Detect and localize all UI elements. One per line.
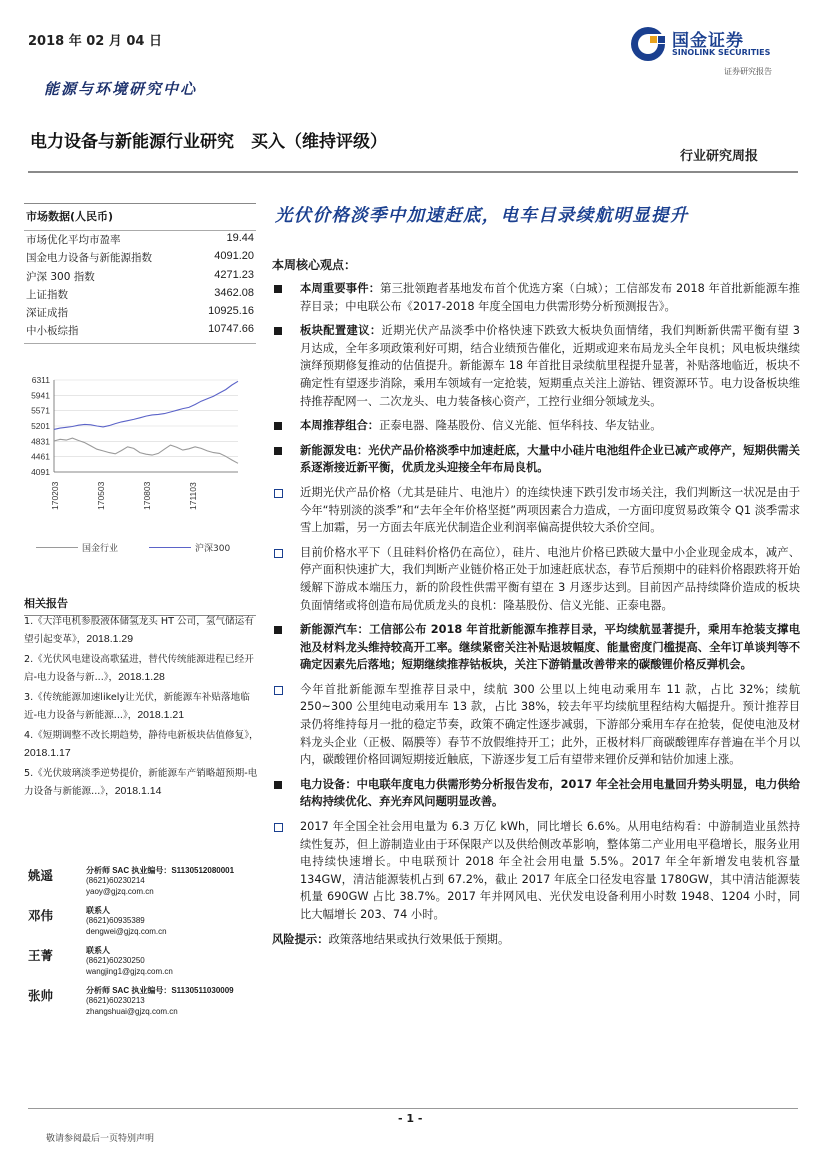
risk-label: 风险提示： (272, 932, 329, 946)
bullet-text: 2017 年全国全社会用电量为 6.3 万亿 kWh，同比增长 6.6%。从用电结构看：中游制造业虽然持续性复苏，但上游制造业由于环保限产以及供给侧改革影响，整体第二产业用电平稳增长，服务业用电持续快速增长。中电联预计 2018 年全社会用电量 5.5%。2017 年全年新增发电装机容量 134GW，清洁能源装机占到 67.2%，截止 2017 年底全口径发电容量 1780GW，其中清洁能源装机量 690GW 占比 38.7%。2017 年并网风电、光伏发电设备利用小时数 1948、1204 小时，同比大幅增长 203、74 小时。 (300, 820, 800, 921)
chart-ytick-label: 6311 (31, 375, 50, 385)
analyst-contact (86, 986, 234, 1017)
header-divider (28, 171, 798, 173)
sinolink-logo (628, 22, 788, 82)
chart-series-line-industry (54, 438, 238, 463)
market-row-label: 中小板综指 (26, 325, 79, 338)
report-type: 行业研究周报 (680, 149, 759, 164)
bullet-lead: 电力设备： (300, 777, 357, 791)
market-row-label: 沪深 300 指数 (26, 270, 95, 283)
market-row-label: 上证指数 (26, 288, 68, 301)
related-report-item[interactable] (24, 690, 262, 724)
index-chart-svg (24, 370, 256, 540)
analyst-email-link[interactable]: wangjing1@gjzq.com.cn (86, 966, 173, 976)
bullet-text: 正泰电器、隆基股份、信义光能、恒华科技、华友钴业。 (379, 419, 662, 433)
section-title: 本周核心观点： (272, 258, 357, 272)
related-report-date: 2018.1.29 (86, 632, 134, 645)
related-report-item[interactable] (24, 614, 262, 648)
related-report-date: 2018.1.28 (118, 670, 165, 683)
bullet-item (272, 322, 800, 410)
legend-label-hs300: 沪深300 (195, 544, 231, 554)
bullet-item (272, 776, 800, 811)
chart-ytick-label: 5201 (31, 421, 50, 431)
chart-xtick-label: 170203 (50, 481, 60, 510)
chart-ytick-label: 4461 (31, 451, 50, 462)
research-center: 能源与环境研究中心 (44, 80, 198, 98)
related-report-title: 3.《传统能源加速likely让光伏，新能源车补贴落地临近-电力设备与新能源...》， (24, 692, 250, 721)
market-row-value: 3462.08 (214, 286, 254, 299)
risk-warning (272, 931, 800, 947)
market-row-value: 4091.20 (214, 250, 254, 263)
market-row (24, 304, 256, 322)
bullet-item (272, 621, 800, 674)
bullet-text: 目前价格水平下（且硅料价格仍在高位），硅片、电池片价格已跌破大量中小企业现金成本，减产、停产面积快速扩大，我们判断产业链价格正处于加速赶底状态，春节后预期中的硅料价格跟跌将开始缓解下游成本端压力，新的阶段性供需平衡有望在 3 月逐步达到。目前因产品持续降价造成的板块负面情绪或将创造布局优质龙头的良机：隆基股份、信义光能、正泰电器。 (300, 545, 800, 612)
market-row-label: 国金电力设备与新能源指数 (26, 252, 152, 265)
analyst-email-link[interactable]: zhangshuai@gjzq.com.cn (86, 1006, 178, 1016)
legend-item-hs300 (149, 541, 230, 554)
analyst-info-line: 联系人 (86, 946, 110, 955)
analyst-info-line: (8621)60230250 (86, 956, 145, 966)
industry-rating: 电力设备与新能源行业研究 买入（维持评级） (30, 132, 387, 152)
related-report-item[interactable] (24, 652, 262, 686)
chart-ytick-label: 4831 (31, 436, 50, 447)
bullet-item (272, 280, 800, 315)
main-content (272, 256, 800, 947)
related-report-title: 5.《光伏玻璃淡季逆势提价，新能源车产销略超预期-电力设备与新能源...》， (24, 768, 258, 797)
analyst-list (24, 866, 264, 1026)
chart-xtick-label: 170803 (142, 481, 152, 510)
bullet-lead: 新能源汽车： (300, 623, 370, 637)
bullet-item (272, 681, 800, 769)
related-report-date: 2018.1.17 (24, 746, 71, 759)
market-row-value: 19.44 (226, 232, 254, 244)
chart-xtick-label: 171103 (188, 482, 198, 510)
legend-item-industry (36, 541, 118, 554)
report-headline: 光伏价格淡季中加速赶底，电车目录续航明显提升 (275, 206, 689, 226)
bullet-item (272, 544, 800, 614)
market-data-panel (24, 203, 256, 344)
analyst-info-line: 分析师 SAC 执业编号：S1130512080001 (86, 866, 235, 875)
market-row-value: 10925.16 (208, 305, 254, 318)
chart-ytick-label: 5941 (31, 390, 50, 401)
market-row-value: 10747.66 (208, 323, 254, 336)
related-report-date: 2018.1.21 (137, 708, 185, 721)
chart-xtick-label: 170503 (96, 481, 106, 510)
analyst-info-line: (8621)60935389 (86, 916, 145, 926)
index-chart (24, 370, 256, 560)
market-row (24, 249, 256, 267)
analyst-name: 王菁 (28, 948, 54, 963)
market-row (24, 286, 256, 304)
chart-ytick-label: 4091 (31, 467, 50, 477)
analyst-block (24, 906, 264, 946)
related-reports-list (24, 614, 262, 804)
analyst-contact (86, 906, 167, 937)
bullet-item (272, 442, 800, 477)
bullet-text: 第三批领跑者基地发布首个优选方案（白城）；工信部发布 2018 年首批新能源车推荐目录；中电联公布《2017-2018 年度全国电力供需形势分析预测报告》。 (300, 282, 800, 313)
logo-en-text: SINOLINK SECURITIES (672, 48, 771, 57)
market-row (24, 231, 256, 249)
analyst-info-line: 联系人 (86, 906, 110, 915)
bullet-list (272, 280, 800, 924)
bullet-item (272, 818, 800, 924)
market-row (24, 268, 256, 286)
logo-cn-text: 国金证券 (672, 31, 744, 51)
analyst-block (24, 986, 264, 1026)
bullet-item (272, 417, 800, 435)
analyst-email-link[interactable]: dengwei@gjzq.com.cn (86, 926, 167, 936)
related-reports-title: 相关报告 (24, 595, 256, 616)
analyst-name: 姚遥 (28, 868, 54, 883)
chart-series-line-hs300 (54, 381, 238, 429)
logo-mark-icon (630, 26, 666, 62)
footer-divider (28, 1108, 798, 1109)
market-row-label: 深证成指 (26, 307, 68, 320)
analyst-info-line: (8621)60230213 (86, 996, 145, 1006)
report-date: 2018 年 02 月 04 日 (28, 34, 162, 49)
bullet-text: 近期光伏产品淡季中价格快速下跌致大板块负面情绪，我们判断新供需平衡有望 3 月达成，全年多项政策利好可期，结合业绩预告催化，近期或迎来布局龙头全年良机；风电板块继续演绎预期修复推动的估值提升。新能源车 18 年首批目录续航里程提升显著，补贴落地临近，板块不确定性有望逐步消除，乘用车领域有一定抢装，短期重点关注上游钴、锂资源环节。电力设备板块维持推荐配网一、二次龙头、电力装备核心资产，工控行业细分领域龙头。 (300, 324, 800, 408)
market-row (24, 322, 256, 340)
legend-label-industry: 国金行业 (82, 544, 119, 554)
bullet-text: 近期光伏产品价格（尤其是硅片、电池片）的连续快速下跌引发市场关注，我们判断这一状况是由于今年“特别淡的淡季”和“去年全年价格坚挺”两项因素合力造成，一方面印度贸易政策令 Q1 淡季需求雪上加霜，另一方面去年底光伏制造企业利润率偏高提供较大杀价空间。 (300, 485, 800, 535)
risk-text: 政策落地结果或执行效果低于预期。 (328, 932, 510, 946)
related-report-item[interactable] (24, 728, 262, 762)
bullet-text: 中电联年度电力供需形势分析报告发布，2017 年全社会用电量回升势头明显，电力供给结构持续优化、弃光弃风问题明显改善。 (300, 777, 800, 809)
analyst-info-line: 分析师 SAC 执业编号：S1130511030009 (86, 986, 234, 995)
bullet-lead: 新能源发电： (300, 443, 369, 457)
legend-swatch-hs300 (149, 547, 191, 548)
related-report-title: 4.《短期调整不改长期趋势，静待电新板块估值修复》， (24, 730, 259, 741)
bullet-text: 光伏产品价格淡季中加速赶底，大量中小硅片电池组件企业已减产或停产，短期供需关系逐渐接近新平衡，优质龙头迎接全年布局良机。 (300, 443, 800, 475)
related-report-item[interactable] (24, 766, 262, 800)
page-number: - 1 - (398, 1112, 423, 1125)
bullet-item (272, 484, 800, 537)
bullet-text: 工信部公布 2018 年首批新能源车推荐目录，平均续航显著提升，乘用车抢装支撑电池及材料龙头维持较高开工率。继续紧密关注补贴退坡幅度、能量密度门槛提高、全年订单谈判等不确定因素先后落地；短期继续推荐钴板块，关注下游销量改善带来的碳酸锂价格反弹机会。 (300, 623, 800, 672)
market-row-value: 4271.23 (214, 268, 254, 281)
bullet-text: 今年首批新能源车型推荐目录中，续航 300 公里以上纯电动乘用车 11 款，占比 32%；续航 250~300 公里纯电动乘用车 13 款，占比 38%，较去年平均续航里程结构大幅提升。预计推荐目录仍将维持每月一批的稳定节奏，政策不确定性逐步减弱，下游部分乘用车存在抢装，促使电池及材料龙头企业（正极、隔膜等）春节不放假维持开工；此外，正极材料厂商碳酸锂库存普遍在半个月以内，碳酸锂价格回调短期接近触底，下游逐步复工后有望带来锂价反弹和钴价加速上涨。 (300, 682, 800, 767)
analyst-contact (86, 866, 234, 897)
analyst-contact (86, 946, 173, 977)
market-row-label: 市场优化平均市盈率 (26, 234, 121, 246)
logo-subtitle: 证券研究报告 (724, 67, 772, 76)
analyst-name: 张帅 (28, 988, 54, 1003)
chart-ytick-label: 5571 (31, 405, 50, 416)
analyst-email-link[interactable]: yaoy@gjzq.com.cn (86, 886, 154, 896)
related-report-title: 2.《光伏风电建设高歌猛进，替代传统能源进程已经开启-电力设备与新...》， (24, 654, 254, 683)
market-data-title: 市场数据(人民币) (24, 203, 256, 231)
related-report-date: 2018.1.14 (114, 784, 162, 797)
bullet-lead: 本周推荐组合： (300, 419, 380, 433)
market-data-rows (24, 231, 256, 341)
legend-swatch-industry (36, 547, 78, 548)
analyst-info-line: (8621)60230214 (86, 876, 145, 886)
market-data-divider (24, 343, 256, 344)
analyst-block (24, 866, 264, 906)
bullet-lead: 板块配置建议： (300, 324, 382, 338)
analyst-name: 邓伟 (28, 908, 54, 923)
bullet-lead: 本周重要事件： (300, 282, 381, 295)
related-report-title: 1.《大洋电机参股液体储氢龙头 HT 公司，氢气储运有望引起变革》， (24, 616, 254, 645)
disclaimer-note: 敬请参阅最后一页特别声明 (46, 1134, 155, 1144)
analyst-block (24, 946, 264, 986)
